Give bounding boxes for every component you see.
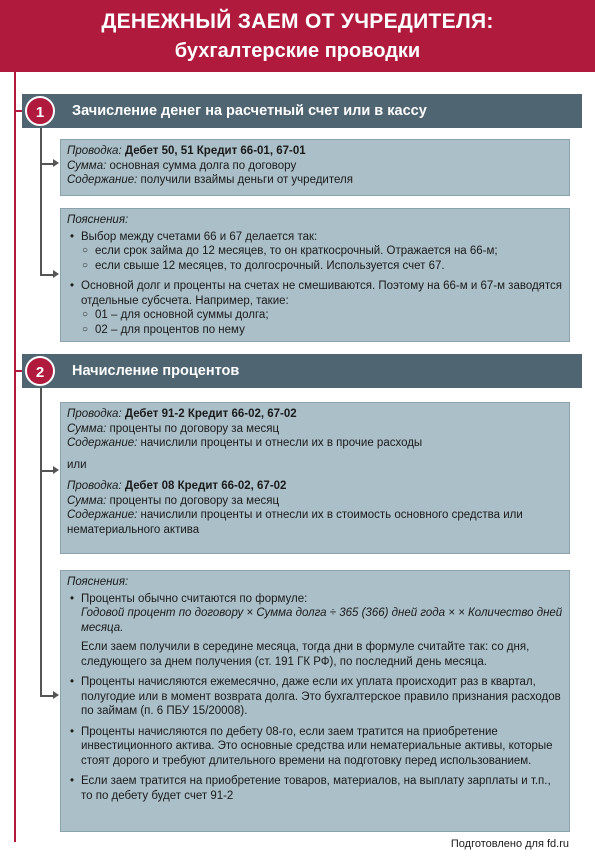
step-2-title: Начисление процентов [72,363,240,379]
content-label: Содержание: [67,509,138,521]
note-text: Основной долг и проценты на счетах не смешиваются. Поэтому на 66-м и 67-м заводятся отдельные субсчета. Например, такие: [81,280,563,307]
summa-value: проценты по договору за месяц [109,422,280,435]
connector-arrow-icon [53,466,59,474]
step-2-connector-h2 [40,695,54,697]
step-1-connector [40,128,42,275]
footer-credit: Подготовлено для fd.ru [450,838,569,850]
step-1-connector-h1 [40,163,54,165]
provodka-label: Проводка: [67,408,122,420]
step-2-notes-box [60,570,570,832]
content-value: получили взаймы деньги от учредителя [140,174,353,186]
header-banner [0,0,595,72]
step-2-connector [40,388,42,696]
step-1-notes-box [60,208,570,342]
content-value: начислили проценты и отнесли их в прочие расходы [140,437,423,449]
notes-title: Пояснения: [67,576,129,588]
provodka-value: Дебет 08 Кредит 66-02, 67-02 [124,480,287,492]
list-subitem: ○ если свыше 12 месяцев, то долгосрочный. Используется счет 67. [95,259,563,274]
page-subtitle: бухгалтерские проводки [174,40,421,62]
flow-line [14,72,16,842]
step-1-connector-h2 [40,274,54,276]
provodka-label: Проводка: [67,145,122,157]
formula-text: Годовой процент по договору × Сумма долга ÷ 365 (366) дней года × × Количество дней месяца. [81,607,563,634]
step-2-entry-box [60,402,570,554]
list-item [81,592,563,670]
step-1-bar [22,94,582,128]
step-2-bar [22,354,582,388]
summa-value: основная сумма долга по договору [109,159,297,172]
connector-arrow-icon [53,270,59,278]
provodka-value: Дебет 50, 51 Кредит 66-01, 67-01 [124,145,306,157]
step-2-connector-h1 [40,470,54,472]
list-subitem: ○ 02 – для процентов по нему [95,323,563,338]
list-item [81,279,563,337]
note-text: Проценты обычно считаются по формуле: [81,592,308,605]
step-1-title: Зачисление денег на расчетный счет или в кассу [72,103,427,119]
summa-value: проценты по договору за месяц [109,494,280,507]
content-label: Содержание: [67,437,138,449]
list-subitem: ○ если срок займа до 12 месяцев, то он краткосрочный. Отражается на 66-м; [95,244,563,259]
step-2-number: 2 [25,356,55,386]
connector-arrow-icon [53,159,59,167]
note-text: Выбор между счетами 66 и 67 делается так: [81,230,318,243]
content-label: Содержание: [67,174,138,186]
note-text: Если заем получили в середине месяца, тогда дни в формуле считайте так: со дня, следующего за днем получения (ст. 191 ГК РФ), по последний день месяца. [81,641,530,668]
connector-arrow-icon [53,691,59,699]
summa-label: Сумма: [67,422,107,435]
summa-label: Сумма: [67,159,107,172]
page-title: ДЕНЕЖНЫЙ ЗАЕМ ОТ УЧРЕДИТЕЛЯ: [101,10,494,33]
list-item: • Проценты начисляются ежемесячно, даже если их уплата происходит раз в квартал, полугодие или в момент возврата долга. Это бухгалтерское правило признания расходов по займам (п. 6 ПБУ 15/20008). [81,675,563,719]
notes-title: Пояснения: [67,214,129,226]
list-item [81,230,563,274]
summa-label: Сумма: [67,494,107,507]
provodka-label: Проводка: [67,480,122,492]
provodka-value: Дебет 91-2 Кредит 66-02, 67-02 [124,408,297,420]
content-value: начислили проценты и отнесли их в стоимость основного средства или нематериального актива [67,509,523,536]
list-item: • Если заем тратится на приобретение товаров, материалов, на выплату зарплаты и т.п., то по дебету будет счет 91-2 [81,774,563,803]
step-1-number: 1 [25,96,55,126]
list-item: • Проценты начисляются по дебету 08-го, если заем тратится на приобретение инвестиционного актива. Это основные средства или нематериальные активы, которые стоят дорого и требуют длительного времени на подготовку перед использованием. [81,725,563,769]
list-subitem: ○ 01 – для основной суммы долга; [95,308,563,323]
step-1-entry-box [60,139,570,196]
or-text: или [67,458,87,471]
